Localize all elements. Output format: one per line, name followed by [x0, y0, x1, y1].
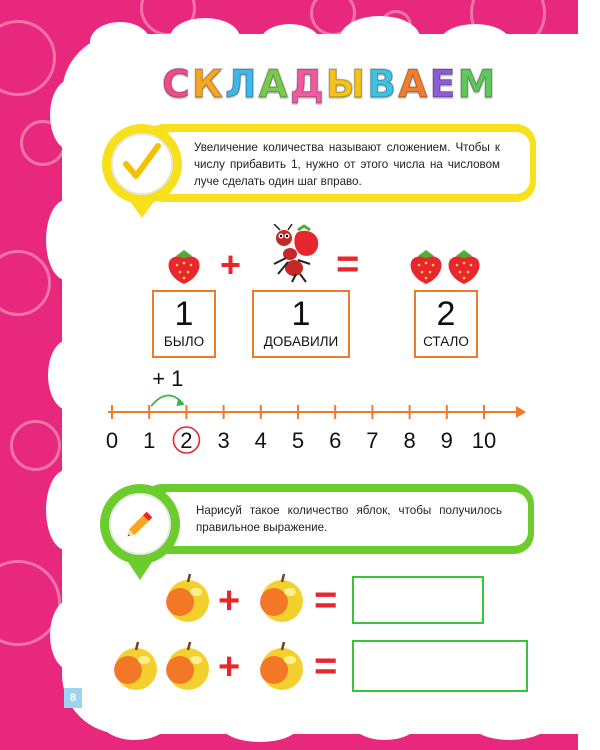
task-text: Нарисуй такое количество яблок, чтобы получилось правильное выражение.	[196, 504, 502, 534]
strawberry-icon	[164, 248, 204, 286]
title-letter: Ы	[325, 62, 366, 106]
apple-icon	[164, 640, 212, 692]
bubble-decoration	[10, 420, 61, 471]
pencil-icon	[122, 504, 160, 542]
title-letter: В	[367, 62, 397, 106]
cloud-edge	[100, 700, 170, 740]
number-line-label: 5	[291, 428, 305, 453]
title-letter: С	[162, 62, 190, 106]
cloud-edge	[48, 340, 88, 410]
apple-icon	[112, 640, 160, 692]
number-line-arrowhead	[516, 406, 526, 418]
cloud-edge	[260, 24, 320, 60]
number-box-added	[252, 290, 350, 358]
number-was: 1	[174, 295, 194, 333]
number-box-was	[152, 290, 216, 358]
number-line-label: 4	[254, 428, 267, 453]
cloud-edge	[220, 706, 300, 742]
number-became: 2	[436, 295, 456, 333]
caption-became: СТАЛО	[423, 334, 469, 349]
plus-sign: +	[220, 244, 242, 285]
exercise-1-plus: +	[218, 580, 241, 622]
title-letter: А	[258, 62, 288, 106]
apple-icon	[258, 572, 306, 624]
number-line-label: 2	[180, 428, 193, 453]
title-letter: Л	[224, 62, 257, 106]
title-letter: А	[398, 62, 428, 106]
exercise-2-equals: =	[314, 644, 338, 688]
cloud-edge	[90, 22, 150, 62]
equals-sign: =	[336, 242, 360, 286]
exercise-2-plus: +	[218, 646, 241, 688]
cloud-edge	[46, 470, 86, 550]
exercise-1-equals: =	[314, 578, 338, 622]
cloud-edge	[350, 700, 420, 740]
number-line-label: 0	[105, 428, 119, 453]
number-line-label: 1	[143, 428, 156, 453]
number-line	[100, 364, 530, 460]
title-letter: К	[191, 62, 223, 106]
bubble-decoration	[0, 20, 56, 96]
strawberry-icon	[444, 248, 484, 286]
number-added: 1	[291, 295, 311, 333]
checkmark-icon	[122, 142, 162, 184]
caption-was: БЫЛО	[163, 334, 205, 349]
ant-with-strawberry-icon	[264, 224, 322, 284]
apple-icon	[164, 572, 212, 624]
number-line-label: 9	[440, 428, 453, 453]
caption-added: ДОБАВИЛИ	[263, 334, 339, 349]
cloud-edge	[46, 200, 86, 280]
cloud-edge	[440, 24, 510, 60]
page-title	[162, 62, 495, 106]
cloud-edge	[470, 704, 550, 740]
number-line-label: 3	[217, 428, 230, 453]
exercise-1-answer-box[interactable]	[352, 576, 484, 624]
title-letter: Д	[289, 62, 324, 106]
step-label: + 1	[152, 366, 184, 391]
cloud-edge	[50, 600, 90, 670]
number-box-became	[414, 290, 478, 358]
page-number: 8	[64, 688, 82, 708]
title-letter: М	[457, 62, 496, 106]
cloud-edge	[340, 16, 420, 60]
strawberry-icon	[406, 248, 446, 286]
cloud-edge	[50, 80, 90, 150]
number-line-label: 10	[471, 428, 497, 453]
rule-text: Увеличение количества называют сложением. Чтобы к числу прибавить 1, нужно от этого числа на числовом луче сделать один шаг вправо.	[194, 141, 500, 188]
number-line-label: 7	[366, 428, 379, 453]
title-letter: Е	[429, 62, 456, 106]
number-line-label: 8	[403, 428, 416, 453]
apple-icon	[258, 640, 306, 692]
cloud-edge	[170, 18, 240, 58]
exercise-2-answer-box[interactable]	[352, 640, 528, 692]
bubble-decoration	[0, 250, 51, 316]
number-line-label: 6	[329, 428, 342, 453]
